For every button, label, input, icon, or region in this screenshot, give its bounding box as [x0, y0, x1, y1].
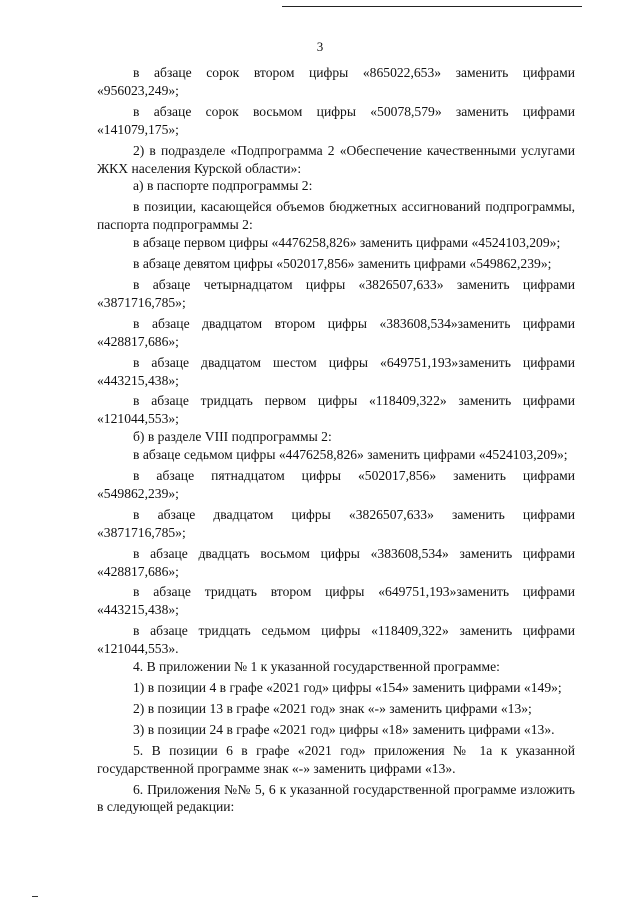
- paragraph: в абзаце тридцать первом цифры «118409,322» заменить цифрами «121044,553»;: [97, 393, 575, 427]
- paragraph: 4. В приложении № 1 к указанной государственной программе:: [133, 659, 500, 675]
- paragraph: в абзаце двадцатом цифры «3826507,633» заменить цифрами «3871716,785»;: [97, 506, 575, 540]
- paragraph: 5. В позиции 6 в графе «2021 год» приложения № 1а к указанной государственной программе знак «-» заменить цифрами «13».: [97, 742, 575, 776]
- paragraph: в абзаце тридцать втором цифры «649751,193»заменить цифрами «443215,438»;: [97, 584, 575, 618]
- document-body: [97, 64, 575, 816]
- paragraph: б) в разделе VIII подпрограммы 2:: [133, 429, 332, 445]
- paragraph: 2) в позиции 13 в графе «2021 год» знак «-» заменить цифрами «13»;: [133, 700, 532, 716]
- margin-mark: [32, 896, 38, 897]
- paragraph: в позиции, касающейся объемов бюджетных ассигнований подпрограммы, паспорта подпрограммы 2:: [97, 199, 575, 233]
- top-rule: [282, 6, 582, 7]
- paragraph: 2) в подразделе «Подпрограмма 2 «Обеспечение качественными услугами ЖКХ населения Курской области»:: [97, 142, 575, 176]
- paragraph: в абзаце четырнадцатом цифры «3826507,633» заменить цифрами «3871716,785»;: [97, 276, 575, 310]
- paragraph: 6. Приложения №№ 5, 6 к указанной государственной программе изложить в следующей редакции:: [97, 781, 575, 815]
- paragraph: в абзаце тридцать седьмом цифры «118409,322» заменить цифрами «121044,553».: [97, 623, 575, 657]
- paragraph: в абзаце седьмом цифры «4476258,826» заменить цифрами «4524103,209»;: [133, 447, 568, 463]
- paragraph: в абзаце первом цифры «4476258,826» заменить цифрами «4524103,209»;: [133, 235, 561, 251]
- paragraph: в абзаце двадцатом шестом цифры «649751,193»заменить цифрами «443215,438»;: [97, 354, 575, 388]
- paragraph: в абзаце девятом цифры «502017,856» заменить цифрами «549862,239»;: [133, 256, 552, 272]
- paragraph: в абзаце двадцать восьмом цифры «383608,534» заменить цифрами «428817,686»;: [97, 545, 575, 579]
- paragraph: в абзаце сорок втором цифры «865022,653» заменить цифрами «956023,249»;: [97, 65, 575, 98]
- paragraph: в абзаце пятнадцатом цифры «502017,856» заменить цифрами «549862,239»;: [97, 468, 575, 501]
- page-number: 3: [316, 39, 324, 54]
- paragraph: 1) в позиции 4 в графе «2021 год» цифры «154» заменить цифрами «149»;: [133, 680, 562, 695]
- paragraph: 3) в позиции 24 в графе «2021 год» цифры «18» заменить цифрами «13».: [133, 721, 555, 737]
- paragraph: в абзаце двадцатом втором цифры «383608,534»заменить цифрами «428817,686»;: [97, 315, 575, 349]
- paragraph: в абзаце сорок восьмом цифры «50078,579» заменить цифрами «141079,175»;: [97, 103, 575, 137]
- paragraph: а) в паспорте подпрограммы 2:: [133, 178, 313, 194]
